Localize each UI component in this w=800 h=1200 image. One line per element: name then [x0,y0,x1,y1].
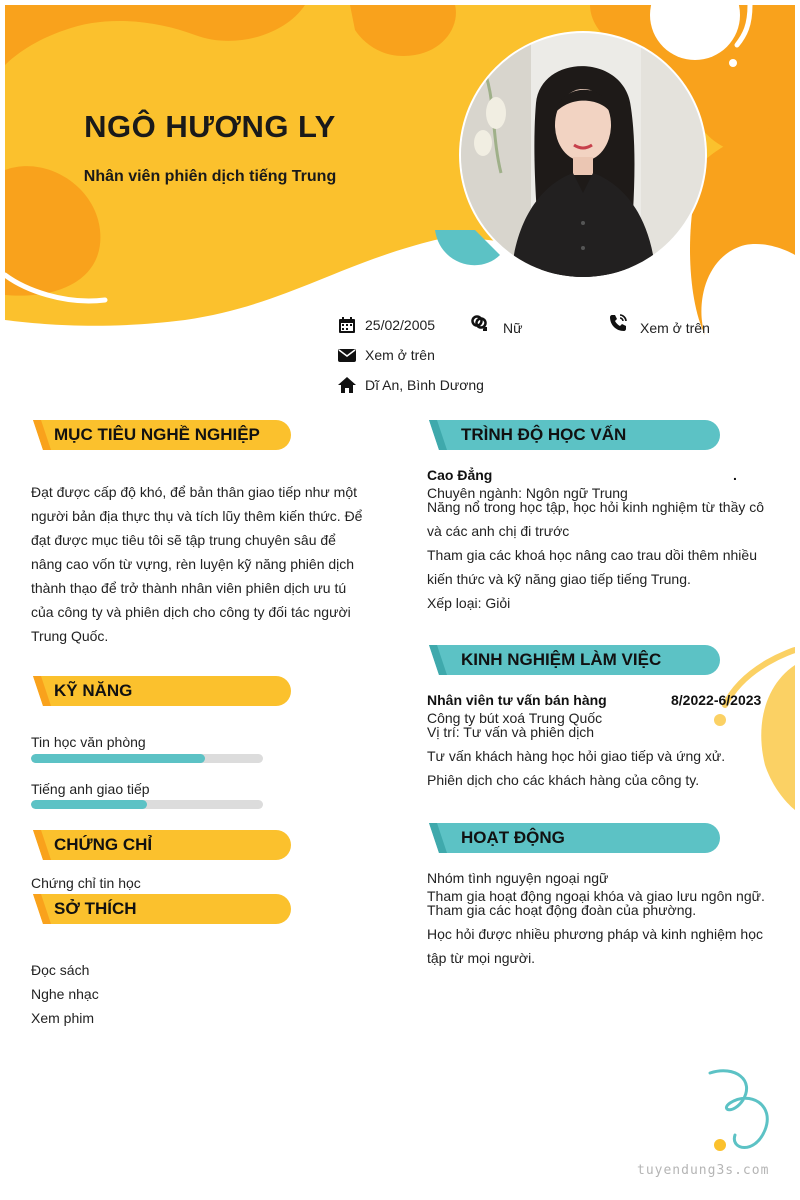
education-line: và các anh chị đi trước [427,523,570,539]
activity-line: tập từ mọi người. [427,950,536,966]
activity-line: Học hỏi được nhiều phương pháp và kinh nghiệm học [427,926,763,942]
education-line: Xếp loại: Giỏi [427,595,511,611]
skill-label: Tiếng anh giao tiếp [31,781,150,797]
school-name: Cao Đẳng [427,467,493,483]
objective-line: thành thạo để trở thành nhân viên phiên dịch ưu tú [31,580,347,596]
skills-title: KỸ NĂNG [54,681,133,700]
activity-org: Nhóm tình nguyện ngoại ngữ [427,870,609,886]
skill-label: Tin học văn phòng [31,734,146,750]
objective-text [31,480,376,648]
activities-text [427,898,787,970]
school-dot: . [733,467,737,483]
certificate-item: Chứng chỉ tin học [31,875,141,891]
skill-bar-fill [31,800,147,809]
education-title: TRÌNH ĐỘ HỌC VẤN [461,425,627,444]
company-name: Công ty bút xoá Trung Quốc [427,710,603,726]
phone-row [608,310,710,336]
activities-header [415,823,720,853]
experience-text [427,720,787,792]
education-line: Tham gia các khoá học nâng cao trau dồi thêm nhiều [427,547,757,563]
birthday-value: 25/02/2005 [365,317,436,333]
activities-title: HOẠT ĐỘNG [461,828,565,847]
hobbies-list [31,958,99,1030]
activity-line: Tham gia hoạt động ngoại khóa và giao lưu ngôn ngữ. [427,888,765,904]
hobby-item: Nghe nhạc [31,986,99,1002]
education-text [427,495,787,615]
major: Chuyên ngành: Ngôn ngữ Trung [427,485,628,501]
address-value: Dĩ An, Bình Dương [365,377,484,393]
hobby-item: Xem phim [31,1010,95,1026]
phone-icon [608,313,628,333]
hobby-item: Đọc sách [31,962,90,978]
experience-header [415,645,720,675]
activity-line: Tham gia các hoạt động đoàn của phường. [427,902,697,918]
home-icon [337,375,357,395]
skill-bar [31,754,263,763]
watermark: tuyendung3s.com [637,1163,770,1178]
experience-line: Phiên dịch cho các khách hàng của công ty. [427,772,700,788]
calendar-icon [337,315,357,335]
email-value: Xem ở trên [365,347,435,363]
objective-title: MỤC TIÊU NGHỀ NGHIỆP [54,425,260,444]
candidate-name: NGÔ HƯƠNG LY [84,109,336,144]
job-title: Nhân viên phiên dịch tiếng Trung [83,168,337,185]
experience-line: Tư vấn khách hàng học hỏi giao tiếp và ứng xử. [427,748,726,764]
cv-page [5,5,795,1190]
hobbies-header [19,894,291,924]
hobbies-title: SỞ THÍCH [54,899,137,918]
objective-line: của công ty và phiên dịch cho công ty đối tác người [31,604,351,620]
objective-line: người bản địa thực thụ và tích lũy thêm kiến thức. Để [31,508,363,524]
certificates-title: CHỨNG CHỈ [54,835,153,854]
skills-header [19,676,291,706]
gender-value: Nữ [503,320,523,336]
email-row [337,345,435,365]
certificates-header [19,830,291,860]
experience-line: Vị trí: Tư vấn và phiên dịch [427,724,595,740]
job-position: Nhân viên tư vấn bán hàng [427,692,607,708]
profile-photo [461,33,705,277]
objective-line: Đạt được cấp độ khó, để bản thân giao tiếp như một [31,484,358,500]
address-row [337,375,484,395]
gender-icon [469,313,489,333]
education-line: kiến thức và kỹ năng giao tiếp tiếng Trung. [427,571,691,587]
objective-header [19,420,291,450]
education-line: Năng nổ trong học tập, học hỏi kinh nghiệm từ thầy cô [427,499,765,515]
gender-row [469,310,522,336]
education-header [415,420,720,450]
skill-bar-fill [31,754,205,763]
birthday-row [337,315,435,335]
objective-line: đạt được mục tiêu tôi sẽ tập trung chuyên sâu để [31,532,336,548]
skill-bar [31,800,263,809]
objective-line: nâng cao vốn từ vựng, rèn luyện kỹ năng phiên dịch [31,556,355,572]
experience-title: KINH NGHIỆM LÀM VIỆC [461,650,662,669]
objective-line: Trung Quốc. [31,628,109,644]
phone-value: Xem ở trên [640,320,710,336]
envelope-icon [337,345,357,365]
job-period: 8/2022-6/2023 [671,692,762,708]
